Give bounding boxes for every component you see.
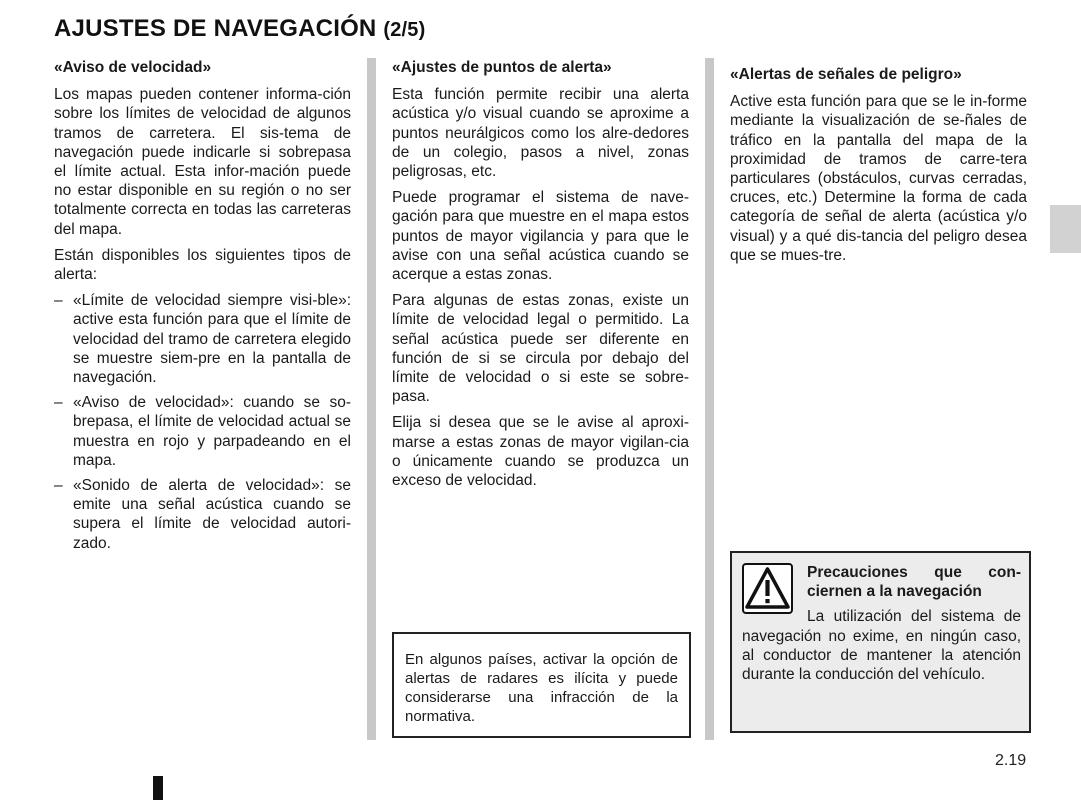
paragraph: Active esta función para que se le in-forme mediante la visualización de se-ñales de tráfico en la pantalla del mapa de la proximidad de tramos de carre-tera particulares (obstáculos, curvas cerradas, cruces, etc.) Determine la forma de cada categoría de señal de alerta (acústica y/o visual) y a qué dis-tancia del peligro desea que se mues-tre. xyxy=(730,93,1027,264)
radar-note-box: En algunos países, activar la opción de alertas de radares es ilícita y puede considerarse una infracción de la normativa. xyxy=(392,632,691,738)
list-item: – «Límite de velocidad siempre visi-ble»: active esta función para que el límite de velocidad del tramo de carretera elegido se muestre siem-pre en la pantalla de navegación. xyxy=(54,292,351,387)
column-speed-warning xyxy=(54,58,351,559)
column-danger-signs xyxy=(730,65,1027,272)
paragraph: Elija si desea que se le avise al aproxi-marse a estas zonas de mayor vigilan-cia o únicamente cuando se produzca un exceso de velocidad. xyxy=(392,414,689,490)
page-title-text: AJUSTES DE NAVEGACIÓN xyxy=(54,15,377,42)
list-item: – «Sonido de alerta de velocidad»: se emite una señal acústica cuando se supera el límite de velocidad autori-zado. xyxy=(54,477,351,552)
paragraph: Esta función permite recibir una alerta acústica y/o visual cuando se aproxime a puntos neurálgicos como los alre-dedores de un colegio, pasos a nivel, zonas peligrosas, etc. xyxy=(392,86,689,181)
paragraph: Para algunas de estas zonas, existe un límite de velocidad legal o permitido. La señal acústica puede ser diferente en función de si se circula por debajo del límite de velocidad o si este se sobre-pasa. xyxy=(392,292,689,406)
crop-mark xyxy=(153,776,163,800)
section-heading: «Ajustes de puntos de alerta» xyxy=(392,59,612,76)
column-separator xyxy=(367,58,376,740)
warning-triangle-icon xyxy=(742,563,793,614)
warning-title: Precauciones que con-ciernen a la navegación xyxy=(807,564,1021,601)
column-alert-points xyxy=(392,58,689,497)
navigation-warning-box xyxy=(730,551,1031,733)
section-heading: «Aviso de velocidad» xyxy=(54,59,212,76)
section-heading: «Alertas de señales de peligro» xyxy=(730,66,962,83)
page-number: 2.19 xyxy=(995,752,1027,769)
warning-body: La utilización del sistema de navegación no exime, en ningún caso, al conductor de mantener la atención durante la conducción del vehículo. xyxy=(742,608,1021,684)
column-separator xyxy=(705,58,714,740)
page-title-part: (2/5) xyxy=(383,19,426,41)
alert-type-list xyxy=(54,291,351,553)
paragraph: Puede programar el sistema de nave-gación para que muestre en el mapa estos puntos de mayor vigilancia y para que le avise con una señal acústica cuando se acerque a estas zonas. xyxy=(392,189,689,284)
list-item: – «Aviso de velocidad»: cuando se so-brepasa, el límite de velocidad actual se muestra en rojo y parpadeando en el mapa. xyxy=(54,394,351,469)
chapter-tab xyxy=(1050,205,1081,253)
page-title xyxy=(54,15,425,43)
paragraph: Están disponibles los siguientes tipos de alerta: xyxy=(54,246,351,284)
paragraph: Los mapas pueden contener informa-ción sobre los límites de velocidad de algunos tramos de carretera. El sis-tema de navegación puede indicarle si sobrepasa el límite actual. Esta infor-mación puede no estar disponible en su región o no ser totalmente correcta en todas las carreteras del mapa. xyxy=(54,86,351,238)
